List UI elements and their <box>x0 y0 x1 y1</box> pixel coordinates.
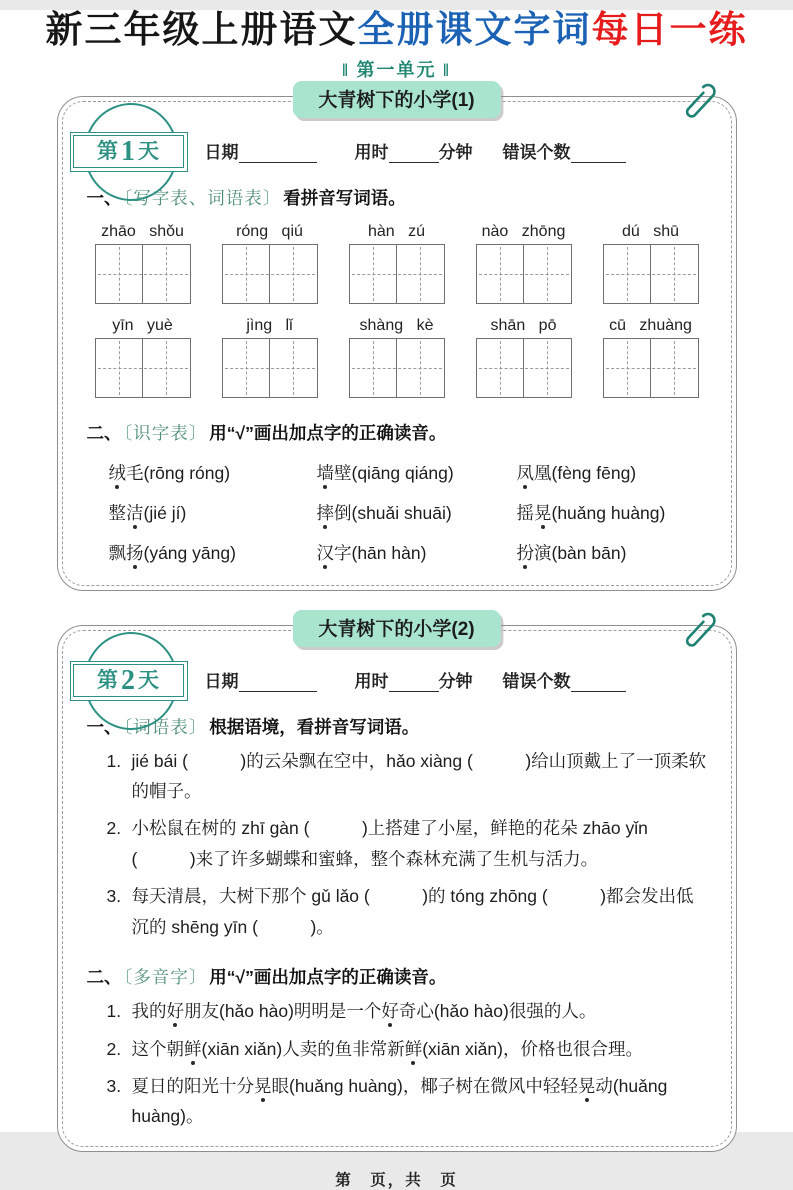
time-label: 用时 <box>354 142 389 162</box>
pronunciation-item[interactable]: 飘扬(yáng yāng) <box>108 542 236 563</box>
question-number: 3. <box>106 886 122 907</box>
page-number-line: 第 页，共 页 <box>335 1171 458 1189</box>
minutes-label: 分钟 <box>438 142 473 162</box>
pinyin-word-block <box>222 223 318 304</box>
day-badge-label: 第2天 <box>97 665 160 697</box>
page-title-part-black: 新三年级上册语文 <box>45 10 358 51</box>
section-2-title: 二、 〔识字表〕 用“√”画出加点字的正确读音。 <box>86 422 447 443</box>
writing-cell[interactable] <box>142 245 190 303</box>
pinyin-word-block <box>349 223 445 304</box>
pronunciation-item[interactable]: 摔倒(shuǎi shuāi) <box>316 502 452 523</box>
writing-grid[interactable] <box>476 244 572 304</box>
worksheet-panel-day2 <box>57 618 737 1152</box>
errors-blank[interactable] <box>571 673 626 692</box>
page-title-part-red: 每日一练 <box>591 10 748 51</box>
section-1-tag: 〔写字表、词语表〕 <box>123 187 282 208</box>
pinyin-word-block <box>349 317 445 398</box>
date-label: 日期 <box>204 142 239 162</box>
day-badge-label: 第1天 <box>97 136 160 168</box>
pinyin-label: dú shū <box>621 222 680 240</box>
errors-blank[interactable] <box>571 144 626 163</box>
pinyin-label: zhāo shǒu <box>101 222 184 240</box>
worksheet-page <box>0 10 793 1189</box>
date-blank[interactable] <box>239 144 317 163</box>
pinyin-label: shān pō <box>490 316 557 334</box>
question-text: 这个朝鲜(xiān xiǎn)人卖的鱼非常新鲜(xiān xiǎn)，价格也很合理。 <box>131 1038 643 1059</box>
page-title <box>0 10 793 53</box>
pronunciation-item[interactable]: 凤凰(fèng fēng) <box>516 462 637 483</box>
question-number: 3. <box>106 1076 122 1097</box>
pinyin-row-2 <box>87 317 707 398</box>
day-badge <box>70 101 190 203</box>
question-number: 1. <box>106 750 122 771</box>
question-number: 2. <box>106 818 122 839</box>
pronunciation-entries <box>109 460 707 565</box>
question-item[interactable] <box>105 1071 707 1132</box>
question-text: 小松鼠在树的 zhī gàn ( )上搭建了小屋，鲜艳的花朵 zhāo yǐn ( )来了许多蝴蝶和蜜蜂，整个森林充满了生机与活力。 <box>131 818 648 869</box>
section-1-title: 一、 〔写字表、词语表〕 看拼音写词语。 <box>86 187 406 208</box>
time-blank[interactable] <box>389 673 439 692</box>
fill-in-questions <box>105 746 707 943</box>
writing-cell[interactable] <box>96 245 143 303</box>
day-badge-rect <box>70 661 188 701</box>
errors-label: 错误个数 <box>502 142 571 162</box>
pinyin-label: shàng kè <box>359 316 434 334</box>
worksheet-panel-day1 <box>57 89 737 591</box>
meta-line <box>205 667 707 692</box>
writing-cell[interactable] <box>96 339 143 397</box>
question-number: 2. <box>106 1038 122 1059</box>
writing-cell[interactable] <box>269 245 317 303</box>
day-badge-rect <box>70 132 188 172</box>
pinyin-word-block <box>222 317 318 398</box>
question-item[interactable] <box>105 996 707 1026</box>
time-blank[interactable] <box>389 144 439 163</box>
question-text: 夏日的阳光十分晃眼(huǎng huàng)，椰子树在微风中轻轻晃动(huǎng huàng)。 <box>131 1076 668 1127</box>
writing-cell[interactable] <box>396 339 444 397</box>
section-1-tag: 〔词语表〕 <box>123 716 208 737</box>
writing-cell[interactable] <box>223 339 270 397</box>
date-blank[interactable] <box>239 673 317 692</box>
pronunciation-item[interactable]: 墙壁(qiāng qiáng) <box>316 462 454 483</box>
writing-cell[interactable] <box>477 339 524 397</box>
writing-grid[interactable] <box>603 244 699 304</box>
section-2-tag: 〔识字表〕 <box>123 422 208 443</box>
question-item[interactable] <box>105 1034 707 1064</box>
pronunciation-item[interactable]: 绒毛(rōng róng) <box>108 462 231 483</box>
writing-grid[interactable] <box>476 338 572 398</box>
writing-grid[interactable] <box>95 338 191 398</box>
pinyin-word-block <box>476 317 572 398</box>
writing-grid[interactable] <box>222 244 318 304</box>
section-2-title: 二、 〔多音字〕 用“√”画出加点字的正确读音。 <box>86 967 447 988</box>
writing-cell[interactable] <box>604 245 651 303</box>
writing-cell[interactable] <box>223 245 270 303</box>
pinyin-label: jìng lǐ <box>246 316 293 334</box>
writing-cell[interactable] <box>523 245 571 303</box>
pinyin-word-block <box>603 317 699 398</box>
pronunciation-item[interactable]: 整洁(jié jí) <box>108 502 187 523</box>
pinyin-word-block <box>95 317 191 398</box>
writing-cell[interactable] <box>269 339 317 397</box>
question-text: 我的好朋友(hǎo hào)明明是一个好奇心(hǎo hào)很强的人。 <box>131 1001 597 1022</box>
polyphone-questions <box>105 996 707 1132</box>
pinyin-label: róng qiú <box>236 222 303 240</box>
pinyin-word-block <box>95 223 191 304</box>
pronunciation-item[interactable]: 摇晃(huǎng huàng) <box>516 502 666 523</box>
section-2-tag: 〔多音字〕 <box>123 967 208 988</box>
pinyin-label: cū zhuàng <box>609 316 692 334</box>
writing-grid[interactable] <box>349 338 445 398</box>
question-item[interactable] <box>105 881 707 942</box>
page-title-part-blue: 全册课文字词 <box>357 10 592 51</box>
date-label: 日期 <box>204 671 239 691</box>
writing-cell[interactable] <box>604 339 651 397</box>
day-badge <box>70 630 190 732</box>
meta-line <box>205 138 707 163</box>
question-text: 每天清晨，大树下那个 gǔ lǎo ( )的 tóng zhōng ( )都会发出低沉的 shēng yīn ( )。 <box>131 886 694 937</box>
pronunciation-item[interactable]: 汉字(hān hàn) <box>316 542 427 563</box>
writing-cell[interactable] <box>396 245 444 303</box>
pinyin-label: hàn zú <box>367 222 426 240</box>
lesson-title-tab: 大青树下的小学(2) <box>292 610 500 647</box>
writing-cell[interactable] <box>350 245 397 303</box>
time-label: 用时 <box>354 671 389 691</box>
pinyin-word-block <box>603 223 699 304</box>
writing-cell[interactable] <box>350 339 397 397</box>
unit-heading: ‖ 第一单元 ‖ <box>342 59 451 80</box>
lesson-title-tab: 大青树下的小学(1) <box>292 81 500 118</box>
writing-cell[interactable] <box>142 339 190 397</box>
question-item[interactable] <box>105 746 707 807</box>
writing-cell[interactable] <box>523 339 571 397</box>
minutes-label: 分钟 <box>438 671 473 691</box>
question-item[interactable] <box>105 813 707 874</box>
pinyin-row-1 <box>87 223 707 304</box>
writing-grid[interactable] <box>222 338 318 398</box>
errors-label: 错误个数 <box>502 671 571 691</box>
pinyin-label: yīn yuè <box>112 316 173 334</box>
writing-grid[interactable] <box>95 244 191 304</box>
writing-cell[interactable] <box>650 245 698 303</box>
question-text: jié bái ( )的云朵飘在空中，hǎo xiàng ( )给山顶戴上了一顶柔软的帽子。 <box>131 750 707 801</box>
question-number: 1. <box>106 1001 122 1022</box>
pinyin-word-block <box>476 223 572 304</box>
section-1-title: 一、 〔词语表〕 根据语境，看拼音写词语。 <box>86 716 420 737</box>
pinyin-label: nào zhōng <box>481 222 566 240</box>
writing-grid[interactable] <box>603 338 699 398</box>
writing-cell[interactable] <box>477 245 524 303</box>
writing-grid[interactable] <box>349 244 445 304</box>
pronunciation-item[interactable]: 扮演(bàn bān) <box>516 542 627 563</box>
writing-cell[interactable] <box>650 339 698 397</box>
